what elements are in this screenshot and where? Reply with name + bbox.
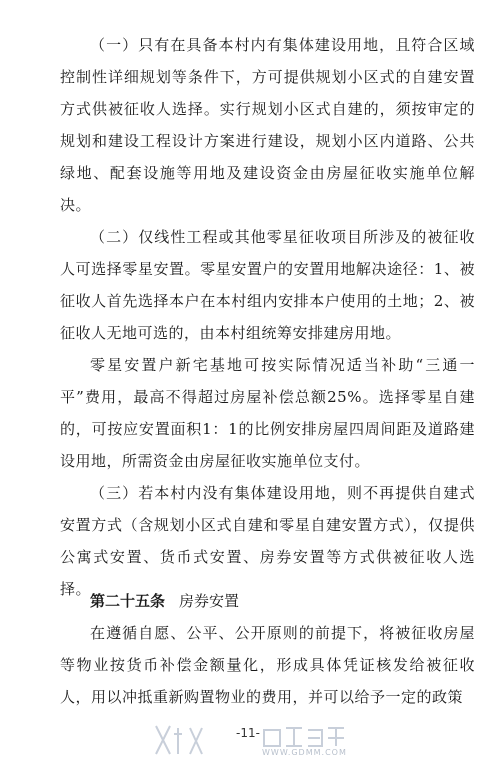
article-heading bbox=[60, 585, 475, 617]
watermark-url: WWW.GDMM.COM bbox=[262, 748, 347, 757]
paragraph-scattered-resettlement: （二）仅线性工程或其他零星征收项目所涉及的被征收人可选择零星安置。零星安置户的安置用地解决途径：1、被征收人首先选择本户在本村组内安排本户使用的土地；2、被征收人无地可选的，由本村组统筹安排建房用地。 bbox=[60, 228, 475, 342]
page-number: -11- bbox=[236, 726, 260, 740]
paragraph-self-build-planned: （一）只有在具备本村内有集体建设用地，且符合区域控制性详细规划等条件下，方可提供规划小区式的自建安置方式供被征收人选择。实行规划小区式自建的，须按审定的规划和建设工程设计方案进行建设，规划小区内道路、公共绿地、配套设施等用地及建设资金由房屋征收实施单位解决。 bbox=[60, 36, 475, 214]
paragraph-no-collective-land: （三）若本村内没有集体建设用地，则不再提供自建式安置方式（含规划小区式自建和零星自建安置方式），仅提供公寓式安置、货币式安置、房券安置等方式供被征收人选择。 bbox=[60, 484, 475, 598]
paragraph-scattered-homestead-subsidy: 零星安置户新宅基地可按实际情况适当补助“三通一平”费用，最高不得超过房屋补偿总额25%。选择零星自建的，可按应安置面积1：1的比例安排房屋四周间距及道路建设用地，所需资金由房屋征收实施单位支付。 bbox=[60, 356, 475, 470]
paragraph-housing-voucher: 在遵循自愿、公平、公开原则的前提下，将被征收房屋等物业按货币补偿金额量化，形成具体凭证核发给被征收人，用以冲抵重新购置物业的费用，并可以给予一定的政策 bbox=[60, 624, 475, 706]
article-number: 第二十五条 bbox=[90, 592, 166, 610]
article-title: 房券安置 bbox=[179, 592, 240, 610]
